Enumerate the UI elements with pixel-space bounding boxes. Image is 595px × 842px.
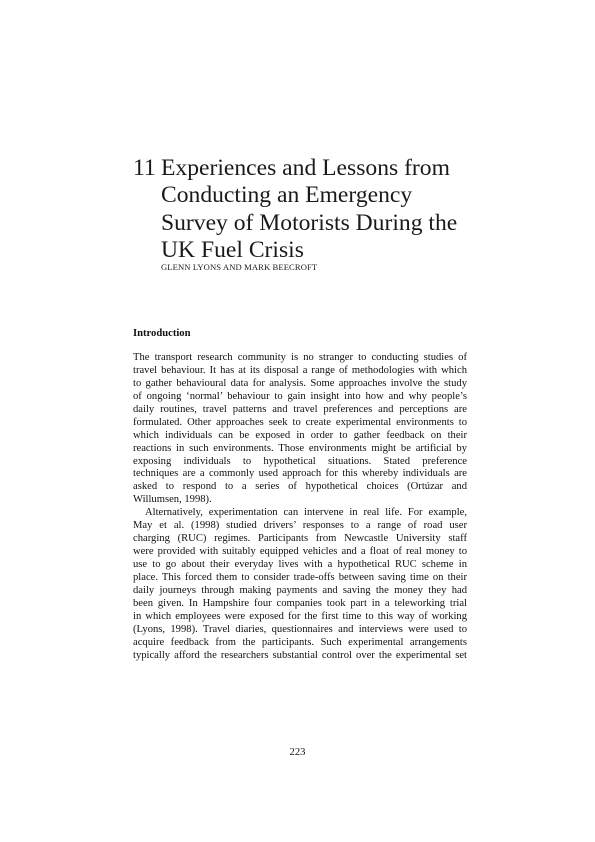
body-line: asked to respond to a series of hypothetical choices (Ortúzar and bbox=[133, 481, 467, 493]
body-line: Alternatively, experimentation can intervene in real life. For example, bbox=[145, 507, 467, 519]
chapter-number: 11 bbox=[133, 155, 156, 181]
body-line: formulated. Other approaches seek to create experimental environments to bbox=[133, 416, 467, 428]
body-line: of ongoing ‘normal’ behaviour to gain insight into how and why people’s bbox=[133, 390, 467, 402]
body-line: acquire feedback from the participants. Such experimental arrangements bbox=[133, 636, 467, 648]
body-line: reactions in such environments. Those environments might be artificial by bbox=[133, 442, 467, 454]
body-line: which individuals can be exposed in order to gather feedback on their bbox=[133, 429, 467, 441]
chapter-title-line: Survey of Motorists During the bbox=[161, 209, 458, 236]
body-line: typically afford the researchers substantial control over the experimental set bbox=[133, 649, 467, 661]
body-line: to gather behavioural data for analysis. Some approaches involve the study bbox=[133, 377, 467, 389]
body-line: (Lyons, 1998). Travel diaries, questionnaires and interviews were used to bbox=[133, 623, 467, 635]
body-text bbox=[133, 352, 467, 663]
page-number: 223 bbox=[289, 747, 306, 758]
chapter-title bbox=[133, 155, 553, 265]
body-line: daily routines, travel patterns and travel preferences and perceptions are bbox=[133, 403, 467, 415]
body-line: been given. In Hampshire four companies took part in a teleworking trial bbox=[133, 597, 467, 609]
body-line: were provided with suitably equipped vehicles and a float of real money to bbox=[133, 546, 467, 558]
body-line: place. This forced them to consider trade-offs between saving time on their bbox=[133, 571, 467, 583]
body-line: The transport research community is no stranger to conducting studies of bbox=[133, 352, 467, 363]
body-line: use to go about their everyday lives with a hypothetical RUC scheme in bbox=[133, 559, 467, 570]
body-line: techniques are a commonly used approach for this whereby individuals are bbox=[133, 468, 467, 480]
chapter-authors: GLENN LYONS AND MARK BEECROFT bbox=[161, 261, 318, 272]
chapter-title-line: Conducting an Emergency bbox=[161, 182, 413, 209]
chapter-heading bbox=[133, 155, 553, 272]
chapter-title-line: Experiences and Lessons from bbox=[161, 155, 450, 181]
body-line: daily journeys through making payments and saving the money they had bbox=[133, 584, 467, 596]
body-line: May et al. (1998) studied drivers’ responses to a range of road user bbox=[133, 520, 467, 532]
chapter-title-line: UK Fuel Crisis bbox=[161, 237, 304, 264]
chapter-title-lines bbox=[161, 155, 457, 265]
section-heading-introduction: Introduction bbox=[133, 328, 191, 339]
body-line: charging (RUC) regimes. Participants from Newcastle University staff bbox=[133, 533, 467, 545]
body-line: in which employees were exposed for the first time to this way of working bbox=[133, 610, 467, 622]
body-line: travel behaviour. It has at its disposal a range of methodologies with which bbox=[133, 364, 467, 376]
body-line: Willumsen, 1998). bbox=[133, 494, 212, 506]
body-line: exposing individuals to hypothetical situations. Stated preference bbox=[133, 455, 467, 467]
